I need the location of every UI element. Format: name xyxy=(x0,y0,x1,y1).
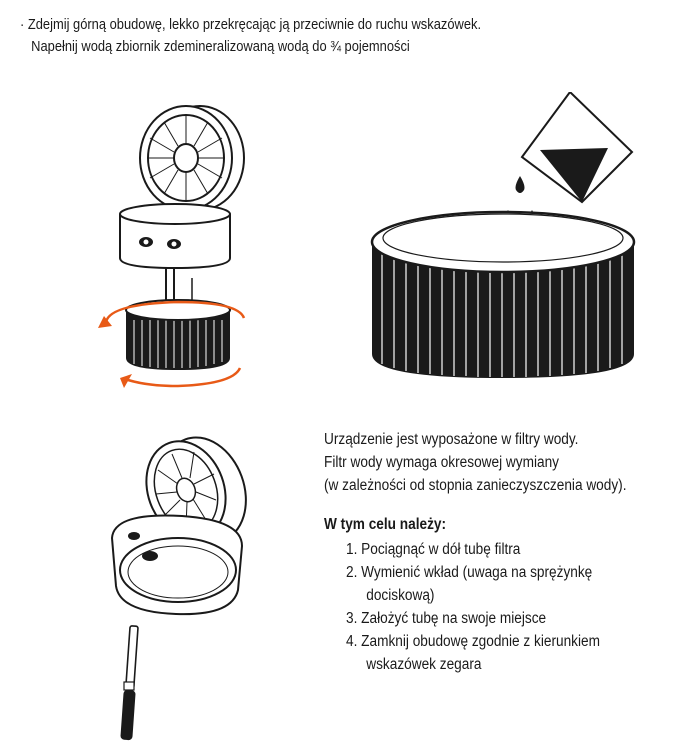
step-3: 3. Założyć tubę na swoje miejsce xyxy=(346,610,547,627)
intro-text xyxy=(20,14,570,58)
step-4-continued: wskazówek zegara xyxy=(366,656,482,673)
info-line-2: Filtr wody wymaga okresowej wymiany xyxy=(324,454,559,471)
steps-heading: W tym celu należy: xyxy=(324,516,447,533)
intro-line-1: · Zdejmij górną obudowę, lekko przekręcając ją przeciwnie do ruchu wskazówek. xyxy=(20,16,482,33)
step-2-continued: dociskową) xyxy=(366,587,435,604)
intro-line-2: Napełnij wodą zbiornik zdemineralizowaną wodą do ¾ pojemności xyxy=(31,38,410,55)
step-1: 1. Pociągnąć w dół tubę filtra xyxy=(346,541,521,558)
water-container-icon xyxy=(352,92,652,392)
step-2: 2. Wymienić wkład (uwaga na sprężynkę xyxy=(346,564,593,581)
info-paragraph xyxy=(324,428,664,497)
steps-list xyxy=(324,538,664,676)
info-line-1: Urządzenie jest wyposażone w filtry wody. xyxy=(324,431,579,448)
info-line-3: (w zależności od stopnia zanieczyszczenia wody). xyxy=(324,477,627,494)
filter-instructions xyxy=(324,428,664,676)
filter-tube-icon xyxy=(86,420,286,750)
step-4: 4. Zamknij obudowę zgodnie z kierunkiem xyxy=(346,633,600,650)
fan-device-icon xyxy=(88,96,288,396)
